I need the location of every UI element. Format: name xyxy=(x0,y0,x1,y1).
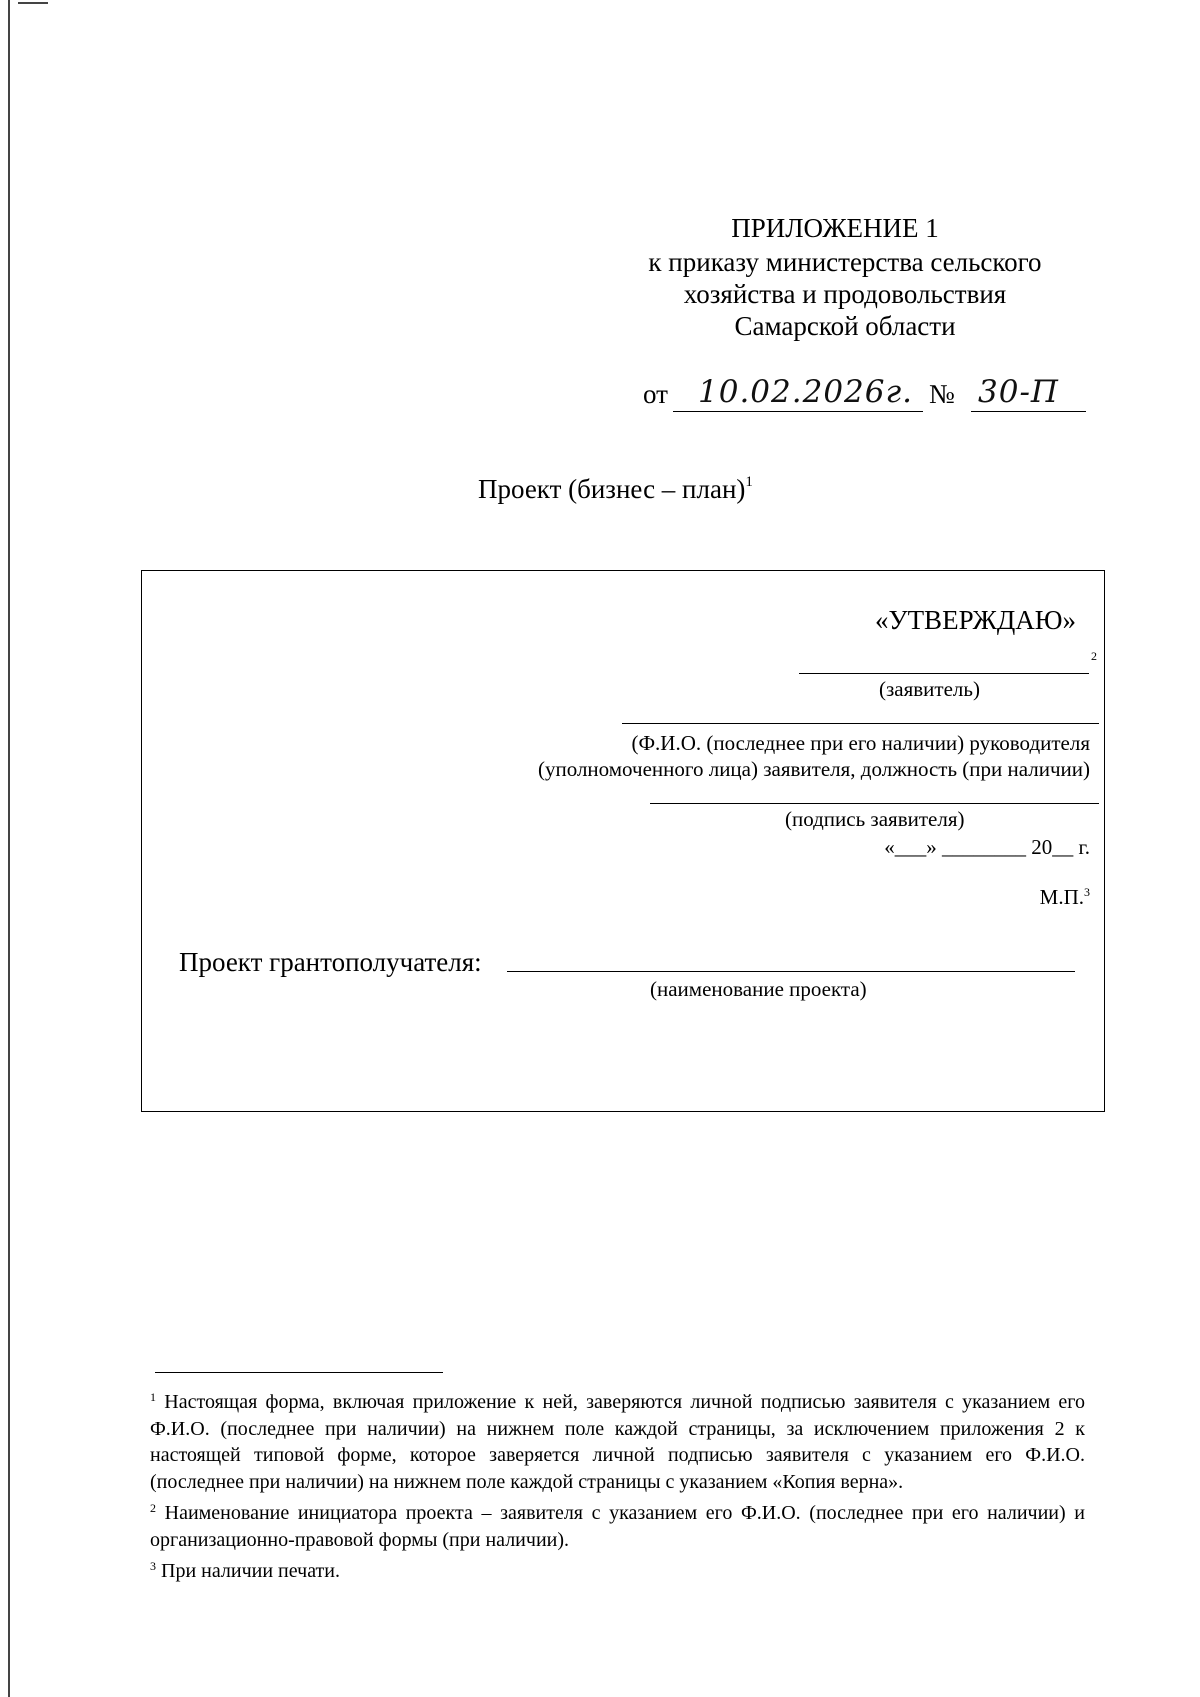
footnote-1-mark: 1 xyxy=(150,1390,156,1404)
footnote-mark-1: 1 xyxy=(745,474,753,490)
footnote-1-text: Настоящая форма, включая приложение к ней, заверяются личной подписью заявителя с указанием его Ф.И.О. (последнее при наличии) на нижнем поле каждой страницы, за исключением приложения 2 к настоящей типовой форме, которое заверяется личной подписью заявителя с указанием его Ф.И.О. (последнее при наличии) на нижнем поле каждой страницы с указанием «Копия верна». xyxy=(150,1391,1085,1493)
approval-date-template: «___» ________ 20__ г. xyxy=(884,835,1090,859)
fio-label-line-1: (Ф.И.О. (последнее при его наличии) руководителя xyxy=(631,731,1090,755)
handwritten-date: 10.02.2026г. xyxy=(698,374,914,410)
order-reference-line-1: к приказу министерства сельского xyxy=(648,247,1042,277)
order-date-number-row xyxy=(643,374,1093,418)
footnote-2 xyxy=(150,1495,1085,1553)
number-prefix: № xyxy=(929,379,955,409)
footnote-2-text: Наименование инициатора проекта – заявителя с указанием его Ф.И.О. (последнее при его наличии) и организационно-правовой формы (при наличии). xyxy=(150,1502,1085,1551)
seal-label-text: М.П. xyxy=(1039,885,1084,909)
approve-label: «УТВЕРЖДАЮ» xyxy=(874,605,1076,635)
footnote-3-mark: 3 xyxy=(150,1559,156,1573)
grantee-label: Проект грантополучателя: xyxy=(179,947,482,977)
scan-edge-line xyxy=(8,0,10,1697)
footnote-2-mark: 2 xyxy=(150,1501,156,1515)
project-heading xyxy=(478,474,753,505)
footnote-1 xyxy=(150,1384,1085,1495)
footnote-3 xyxy=(150,1553,1085,1585)
project-name-field-line[interactable] xyxy=(507,971,1075,972)
footnote-separator xyxy=(155,1372,443,1373)
footnote-3-text: При наличии печати. xyxy=(161,1560,340,1582)
project-name-label: (наименование проекта) xyxy=(650,977,867,1001)
date-underline xyxy=(673,411,923,412)
fio-label-line-2: (уполномоченного лица) заявителя, должность (при наличии) xyxy=(538,757,1090,781)
annex-title: ПРИЛОЖЕНИЕ 1 xyxy=(731,213,939,243)
signature-label: (подпись заявителя) xyxy=(785,807,965,831)
fio-field-line[interactable] xyxy=(622,723,1099,724)
scan-corner-mark xyxy=(18,2,48,4)
order-reference-line-3: Самарской области xyxy=(734,311,956,341)
approval-frame xyxy=(141,570,1105,1112)
number-underline xyxy=(971,411,1086,412)
project-heading-text: Проект (бизнес – план) xyxy=(478,474,746,504)
applicant-label: (заявитель) xyxy=(879,677,980,701)
footnote-mark-3: 3 xyxy=(1084,885,1090,899)
signature-field-line[interactable] xyxy=(650,803,1099,804)
seal-label xyxy=(1040,885,1090,910)
applicant-field-line[interactable] xyxy=(799,673,1089,674)
footnote-mark-2: 2 xyxy=(1091,649,1097,663)
footnotes xyxy=(150,1384,1085,1585)
order-reference-line-2: хозяйства и продовольствия xyxy=(683,279,1007,309)
date-prefix: от xyxy=(643,379,668,409)
handwritten-number: 30-П xyxy=(978,374,1059,410)
